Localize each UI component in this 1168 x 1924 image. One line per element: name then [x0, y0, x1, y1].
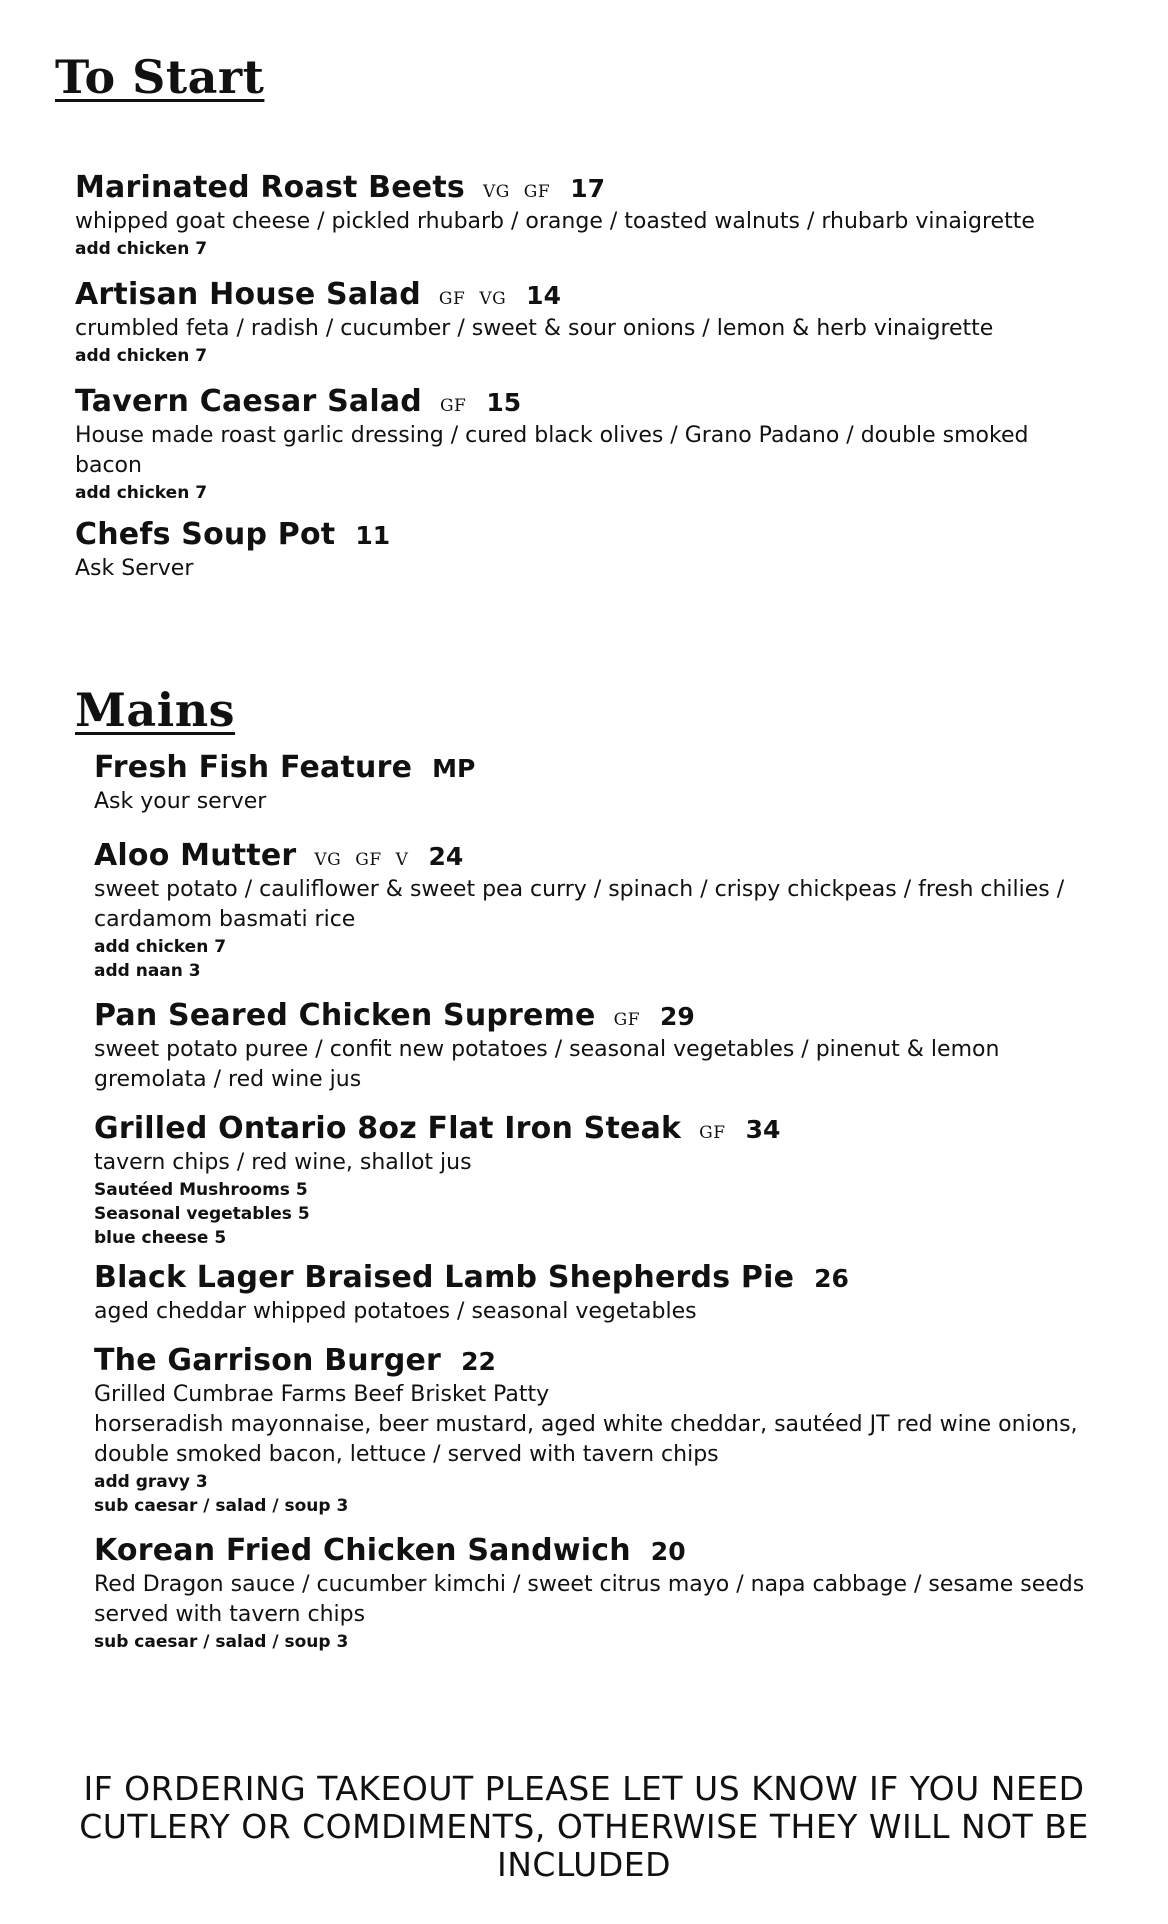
menu-item	[75, 170, 1095, 261]
item-addon: add chicken 7	[75, 483, 208, 503]
menu-item	[75, 517, 1095, 584]
diet-tag: GF	[523, 182, 551, 202]
diet-tag: GF	[613, 1010, 640, 1030]
item-description: aged cheddar whipped potatoes / seasonal vegetables	[94, 1299, 697, 1324]
item-price: 29	[660, 1002, 695, 1031]
takeout-notice: IF ORDERING TAKEOUT PLEASE LET US KNOW IF YOU NEED CUTLERY OR COMDIMENTS, OTHERWISE THEY WILL NOT BE INCLUDED	[79, 1769, 1089, 1884]
item-price: 17	[570, 174, 605, 203]
item-addon: Sautéed Mushrooms 5	[94, 1180, 308, 1200]
item-addon: sub caesar / salad / soup 3	[94, 1496, 349, 1516]
diet-tag: GF	[439, 396, 467, 416]
item-addon: sub caesar / salad / soup 3	[94, 1632, 349, 1652]
item-name: The Garrison Burger	[94, 1343, 442, 1378]
item-name: Aloo Mutter	[94, 838, 297, 873]
diet-tag: VG	[482, 182, 510, 202]
item-name: Tavern Caesar Salad	[75, 384, 422, 419]
menu-item	[75, 384, 1095, 505]
item-addon: add naan 3	[94, 961, 201, 981]
item-description: sweet potato / cauliflower & sweet pea curry / spinach / crispy chickpeas / fresh chilies / cardamom basmati rice	[94, 877, 1065, 932]
item-name: Pan Seared Chicken Supreme	[94, 998, 596, 1033]
menu-item	[94, 1533, 1114, 1654]
item-price: 26	[814, 1264, 849, 1293]
item-description: served with tavern chips	[94, 1602, 366, 1627]
diet-tag: GF	[355, 850, 382, 870]
item-description: Ask Server	[75, 556, 194, 581]
item-description: whipped goat cheese / pickled rhubarb / orange / toasted walnuts / rhubarb vinaigrette	[75, 209, 1035, 234]
menu-item	[94, 838, 1114, 983]
diet-tag: GF	[699, 1123, 726, 1143]
item-price: 34	[745, 1115, 781, 1144]
item-price: 22	[461, 1347, 496, 1376]
item-price: 11	[355, 521, 391, 550]
item-name: Chefs Soup Pot	[75, 517, 336, 552]
item-price: 20	[650, 1537, 686, 1566]
item-description: crumbled feta / radish / cucumber / sweet & sour onions / lemon & herb vinaigrette	[75, 316, 994, 341]
item-name: Grilled Ontario 8oz Flat Iron Steak	[94, 1111, 682, 1146]
diet-tag: VG	[314, 850, 342, 870]
item-description: House made roast garlic dressing / cured black olives / Grano Padano / double smoked bacon	[75, 423, 1029, 478]
item-addon: add chicken 7	[75, 346, 208, 366]
item-name: Artisan House Salad	[75, 277, 421, 312]
item-addon: blue cheese 5	[94, 1228, 227, 1248]
item-price: MP	[432, 754, 476, 783]
diet-tag: GF	[438, 289, 466, 309]
item-name: Marinated Roast Beets	[75, 170, 465, 205]
mains-heading: Mains	[75, 683, 236, 737]
item-addon: Seasonal vegetables 5	[94, 1204, 310, 1224]
item-price: 24	[428, 842, 464, 871]
item-description: sweet potato puree / confit new potatoes / seasonal vegetables / pinenut & lemon gremolata / red wine jus	[94, 1037, 1000, 1092]
item-price: 15	[486, 388, 522, 417]
to-start-heading: To Start	[55, 50, 265, 104]
menu-item	[94, 1343, 1114, 1518]
item-description: tavern chips / red wine, shallot jus	[94, 1150, 472, 1175]
item-name: Fresh Fish Feature	[94, 750, 413, 785]
item-price: 14	[526, 281, 561, 310]
item-name: Korean Fried Chicken Sandwich	[94, 1533, 631, 1568]
menu-item	[94, 750, 1114, 817]
item-addon: add chicken 7	[94, 937, 227, 957]
item-addon: add gravy 3	[94, 1472, 208, 1492]
diet-tag: VG	[479, 289, 507, 309]
item-description: Grilled Cumbrae Farms Beef Brisket Patty	[94, 1382, 550, 1407]
item-name: Black Lager Braised Lamb Shepherds Pie	[94, 1260, 795, 1295]
menu-item	[94, 1260, 1114, 1327]
item-addon: add chicken 7	[75, 239, 208, 259]
item-description: Ask your server	[94, 789, 267, 814]
menu-item	[75, 277, 1095, 368]
diet-tag: V	[395, 850, 409, 870]
item-description: Red Dragon sauce / cucumber kimchi / sweet citrus mayo / napa cabbage / sesame seeds	[94, 1572, 1085, 1597]
menu-item	[94, 998, 1114, 1095]
menu-item	[94, 1111, 1114, 1250]
item-description: horseradish mayonnaise, beer mustard, aged white cheddar, sautéed JT red wine onions, double smoked bacon, lettuce / served with tavern chips	[94, 1412, 1078, 1467]
